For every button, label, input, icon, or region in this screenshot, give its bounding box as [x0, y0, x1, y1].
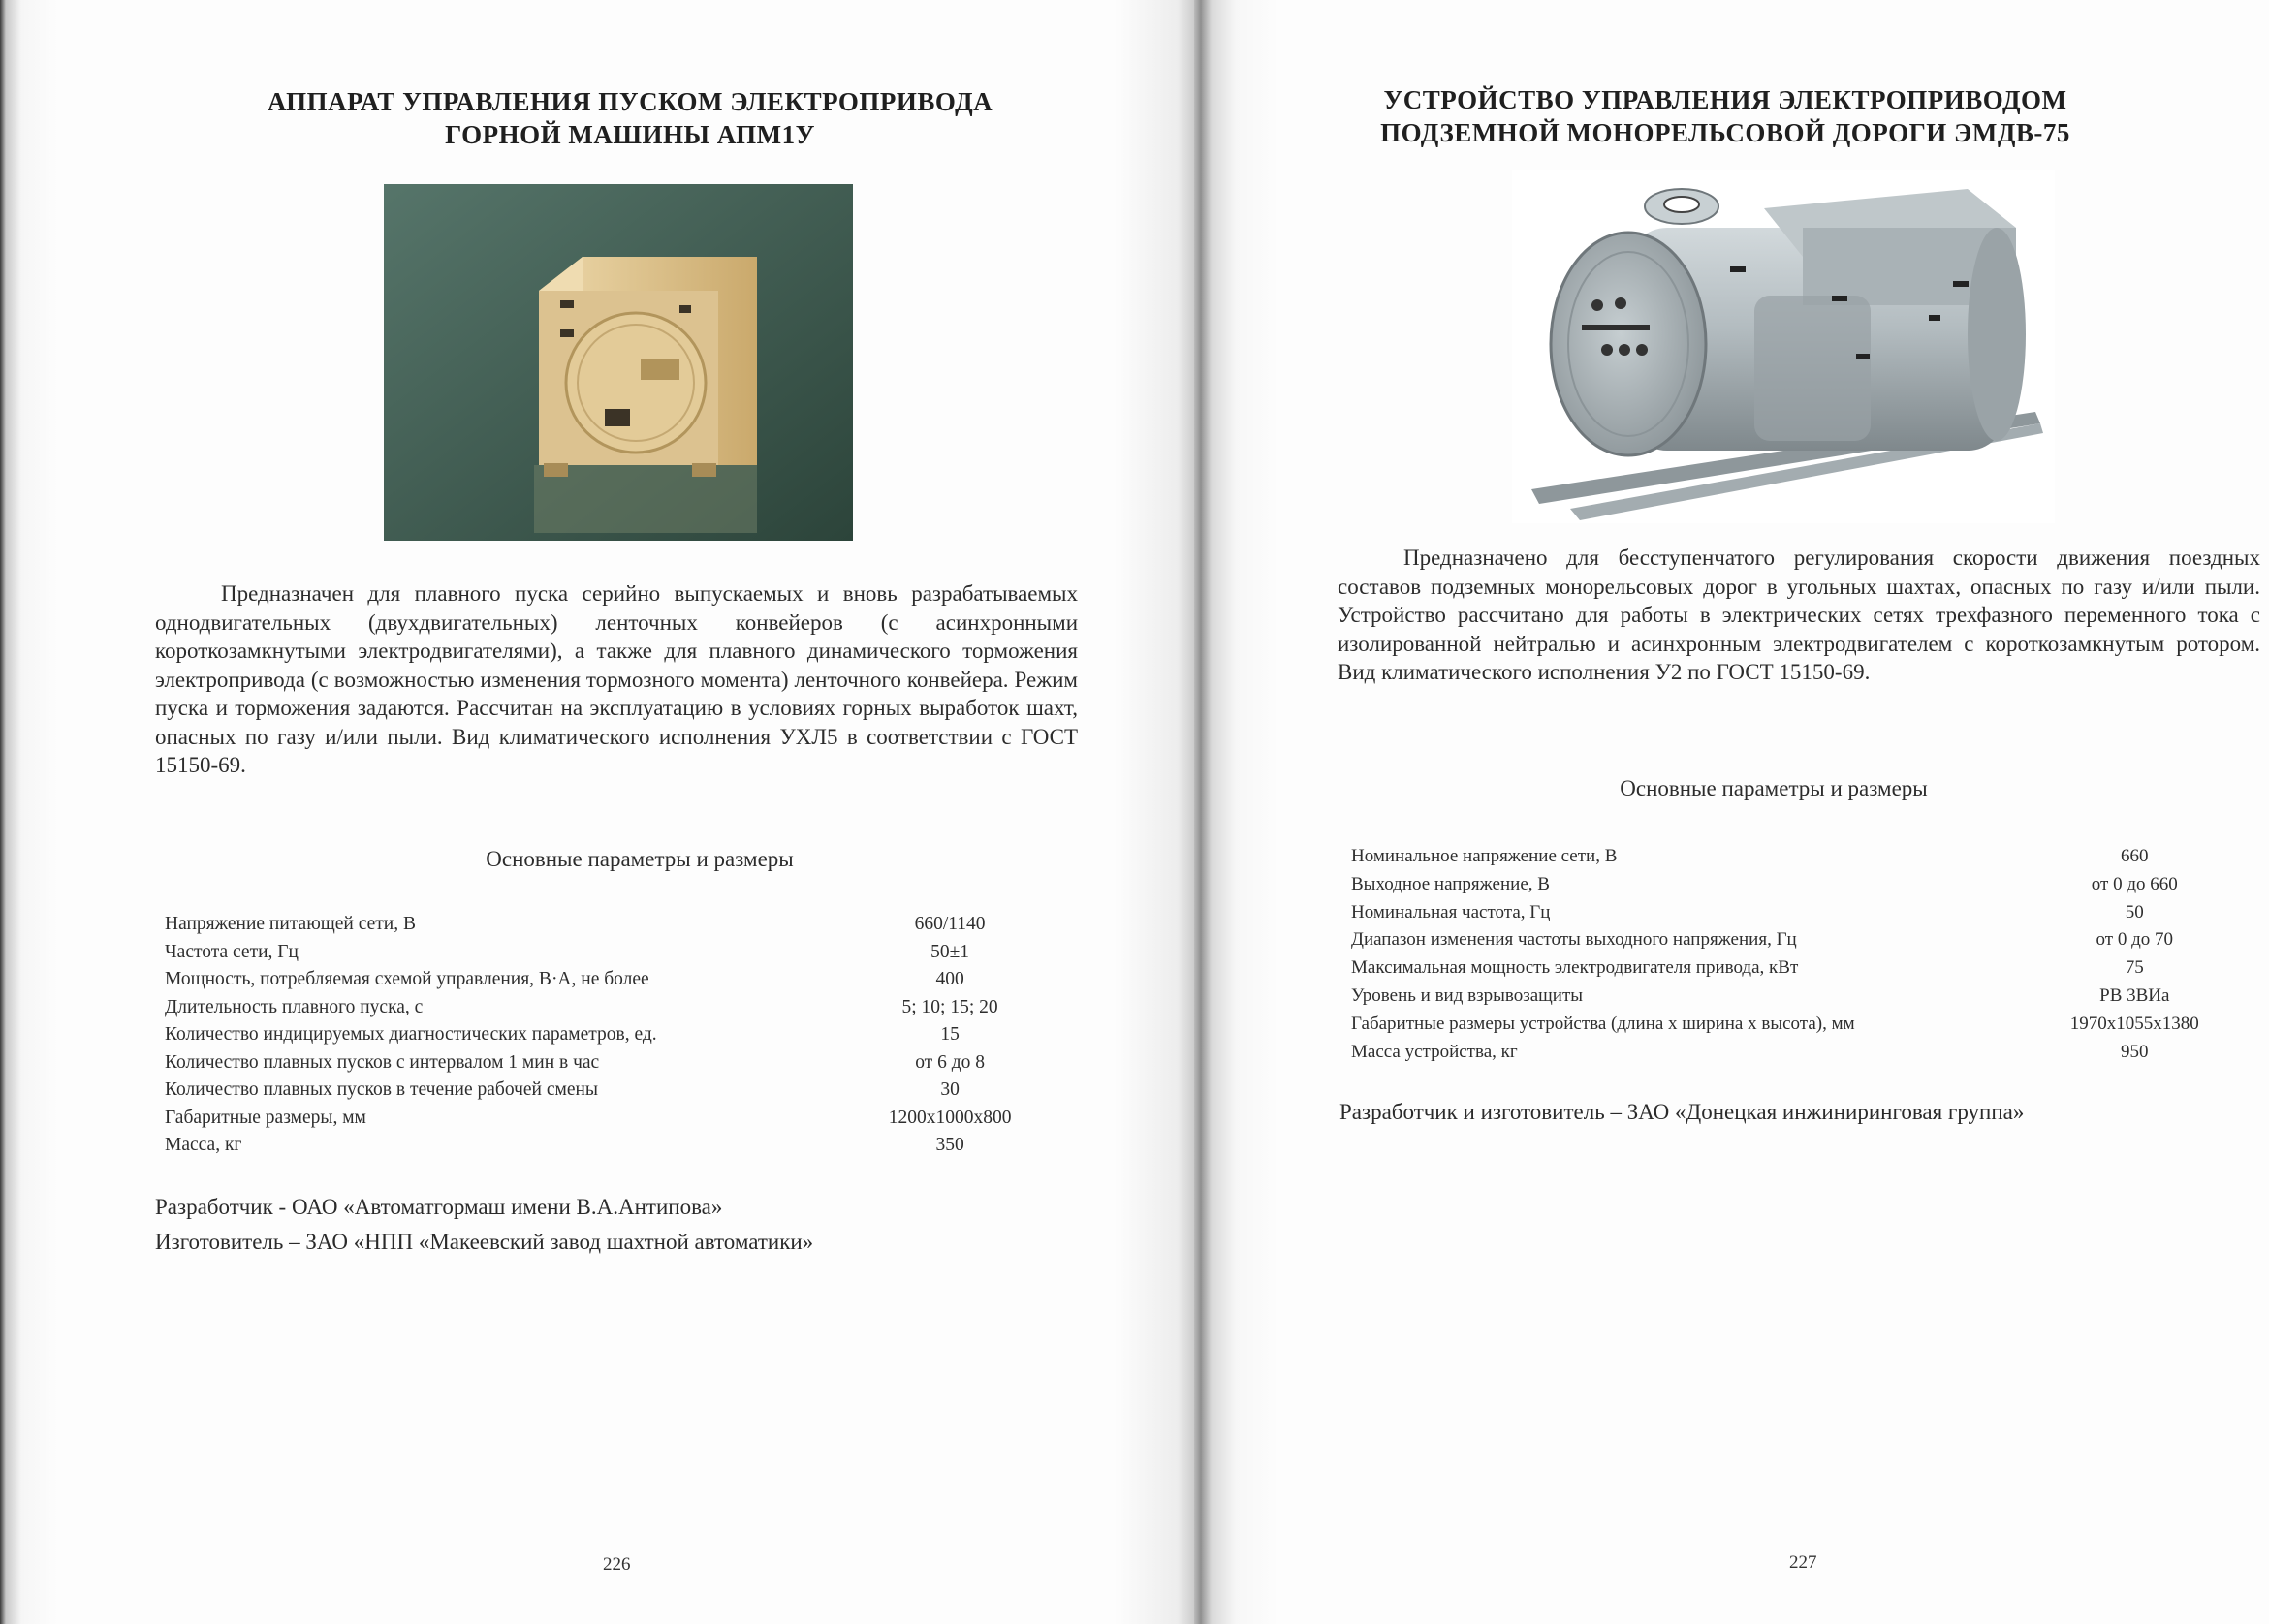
param-label: Максимальная мощность электродвигателя привода, кВт [1351, 957, 1799, 979]
param-label: Выходное напряжение, В [1351, 873, 1550, 894]
param-label: Номинальная частота, Гц [1351, 901, 1551, 922]
table-row [165, 966, 1037, 994]
left-description-text: Предназначен для плавного пуска серийно выпускаемых и вновь разрабатываемых однодвигательных (двухдвигательных) ленточных конвейеров (с асинхронными короткозамкнутыми электродвигателями), а также для плавного динамического торможения электропривода (с возможностью изменения тормозного момента) ленточного конвейера. Режим пуска и торможения задаются. Рассчитан на эксплуатацию в условиях горных выработок шахт, опасных по газу и/или пыли. Вид климатического исполнения УХЛ5 в соответствии с ГОСТ 15150-69. [155, 581, 1078, 777]
left-developer: Разработчик - ОАО «Автоматгормаш имени В.А.Антипова» [155, 1195, 723, 1219]
table-row [1351, 871, 2223, 899]
param-value: 1970х1055х1380 [2069, 1013, 2199, 1034]
right-params-table [1351, 843, 2223, 1066]
left-manufacturer: Изготовитель – ЗАО «НПП «Макеевский завод шахтной автоматики» [155, 1230, 814, 1254]
param-label: Масса, кг [165, 1135, 242, 1155]
table-row [165, 1132, 1037, 1160]
control-apparatus-illustration [384, 184, 853, 541]
param-label: Масса устройства, кг [1351, 1041, 1518, 1062]
right-description-text: Предназначено для бесступенчатого регулирования скорости движения поездных составов подземных монорельсовых дорог в угольных шахтах, опасных по газу и/или пыли. Устройство рассчитано для работы в электрических сетях трехфазного переменного тока с изолированной нейтралью и асинхронным электродвигателем с короткозамкнутым ротором. Вид климатического исполнения У2 по ГОСТ 15150-69. [1338, 546, 2260, 684]
param-label: Количество плавных пусков с интервалом 1 мин в час [165, 1051, 600, 1073]
left-params-table [165, 911, 1037, 1160]
param-value: 50 [2125, 901, 2144, 922]
right-developer-manufacturer: Разработчик и изготовитель – ЗАО «Донецкая инжиниринговая группа» [1339, 1100, 2025, 1124]
left-title-line-1: АППАРАТ УПРАВЛЕНИЯ ПУСКОМ ЭЛЕКТРОПРИВОДА [267, 87, 993, 116]
param-label: Напряжение питающей сети, В [165, 914, 417, 934]
left-params-heading: Основные параметры и размеры [486, 847, 794, 871]
table-row [165, 994, 1037, 1022]
table-row [1351, 983, 2223, 1011]
param-label: Мощность, потребляемая схемой управления, В·А, не более [165, 969, 649, 989]
table-row [165, 1105, 1037, 1133]
table-row [1351, 899, 2223, 927]
left-description [155, 579, 1078, 780]
left-params-body [165, 911, 1037, 1160]
param-value: 1200х1000х800 [888, 1107, 1012, 1128]
right-page-number: 227 [1789, 1552, 1817, 1573]
param-value: 400 [935, 969, 964, 989]
table-row [1351, 843, 2223, 871]
drive-control-unit-illustration [1512, 170, 2055, 523]
param-value: 50±1 [930, 941, 970, 962]
right-page [1202, 0, 2269, 1624]
control-apparatus-photo [384, 184, 853, 541]
table-row [1351, 1039, 2223, 1067]
param-label: Количество индицируемых диагностических параметров, ед. [165, 1024, 657, 1045]
param-value: от 0 до 660 [2091, 873, 2178, 894]
left-page-title [242, 85, 1018, 151]
table-row [165, 1049, 1037, 1077]
right-title-line-1: УСТРОЙСТВО УПРАВЛЕНИЯ ЭЛЕКТРОПРИВОДОМ [1383, 85, 2067, 114]
table-row [165, 911, 1037, 939]
param-value: 950 [2121, 1041, 2149, 1062]
param-label: Диапазон изменения частоты выходного напряжения, Гц [1351, 929, 1797, 951]
table-row [165, 1077, 1037, 1105]
table-row [1351, 954, 2223, 983]
param-value: РВ 3ВИа [2099, 984, 2170, 1006]
table-row [165, 1021, 1037, 1049]
right-title-line-2: ПОДЗЕМНОЙ МОНОРЕЛЬСОВОЙ ДОРОГИ ЭМДВ-75 [1380, 118, 2070, 147]
param-label: Количество плавных пусков в течение рабочей смены [165, 1079, 599, 1100]
param-label: Частота сети, Гц [165, 941, 299, 962]
left-title-line-2: ГОРНОЙ МАШИНЫ АПМ1У [445, 120, 815, 149]
right-params-body [1351, 843, 2223, 1066]
param-label: Номинальное напряжение сети, В [1351, 846, 1618, 866]
param-value: 75 [2125, 957, 2144, 979]
table-row [1351, 926, 2223, 954]
param-label: Длительность плавного пуска, с [165, 996, 424, 1017]
drive-control-unit-photo [1512, 170, 2055, 523]
table-row [165, 939, 1037, 967]
param-value: 350 [935, 1135, 964, 1155]
param-value: от 6 до 8 [915, 1051, 985, 1073]
param-value: 15 [940, 1024, 960, 1045]
table-row [1351, 1011, 2223, 1039]
right-description [1338, 544, 2260, 687]
param-label: Уровень и вид взрывозащиты [1351, 984, 1584, 1006]
right-params-heading: Основные параметры и размеры [1620, 776, 1928, 800]
right-page-title [1299, 83, 2152, 149]
param-label: Габаритные размеры устройства (длина х ширина х высота), мм [1351, 1013, 1855, 1034]
param-label: Габаритные размеры, мм [165, 1107, 366, 1128]
left-page-number: 226 [603, 1554, 631, 1575]
param-value: 30 [940, 1079, 960, 1100]
param-value: от 0 до 70 [2096, 929, 2174, 951]
param-value: 660/1140 [914, 914, 986, 934]
param-value: 5; 10; 15; 20 [901, 996, 998, 1017]
param-value: 660 [2121, 846, 2149, 866]
